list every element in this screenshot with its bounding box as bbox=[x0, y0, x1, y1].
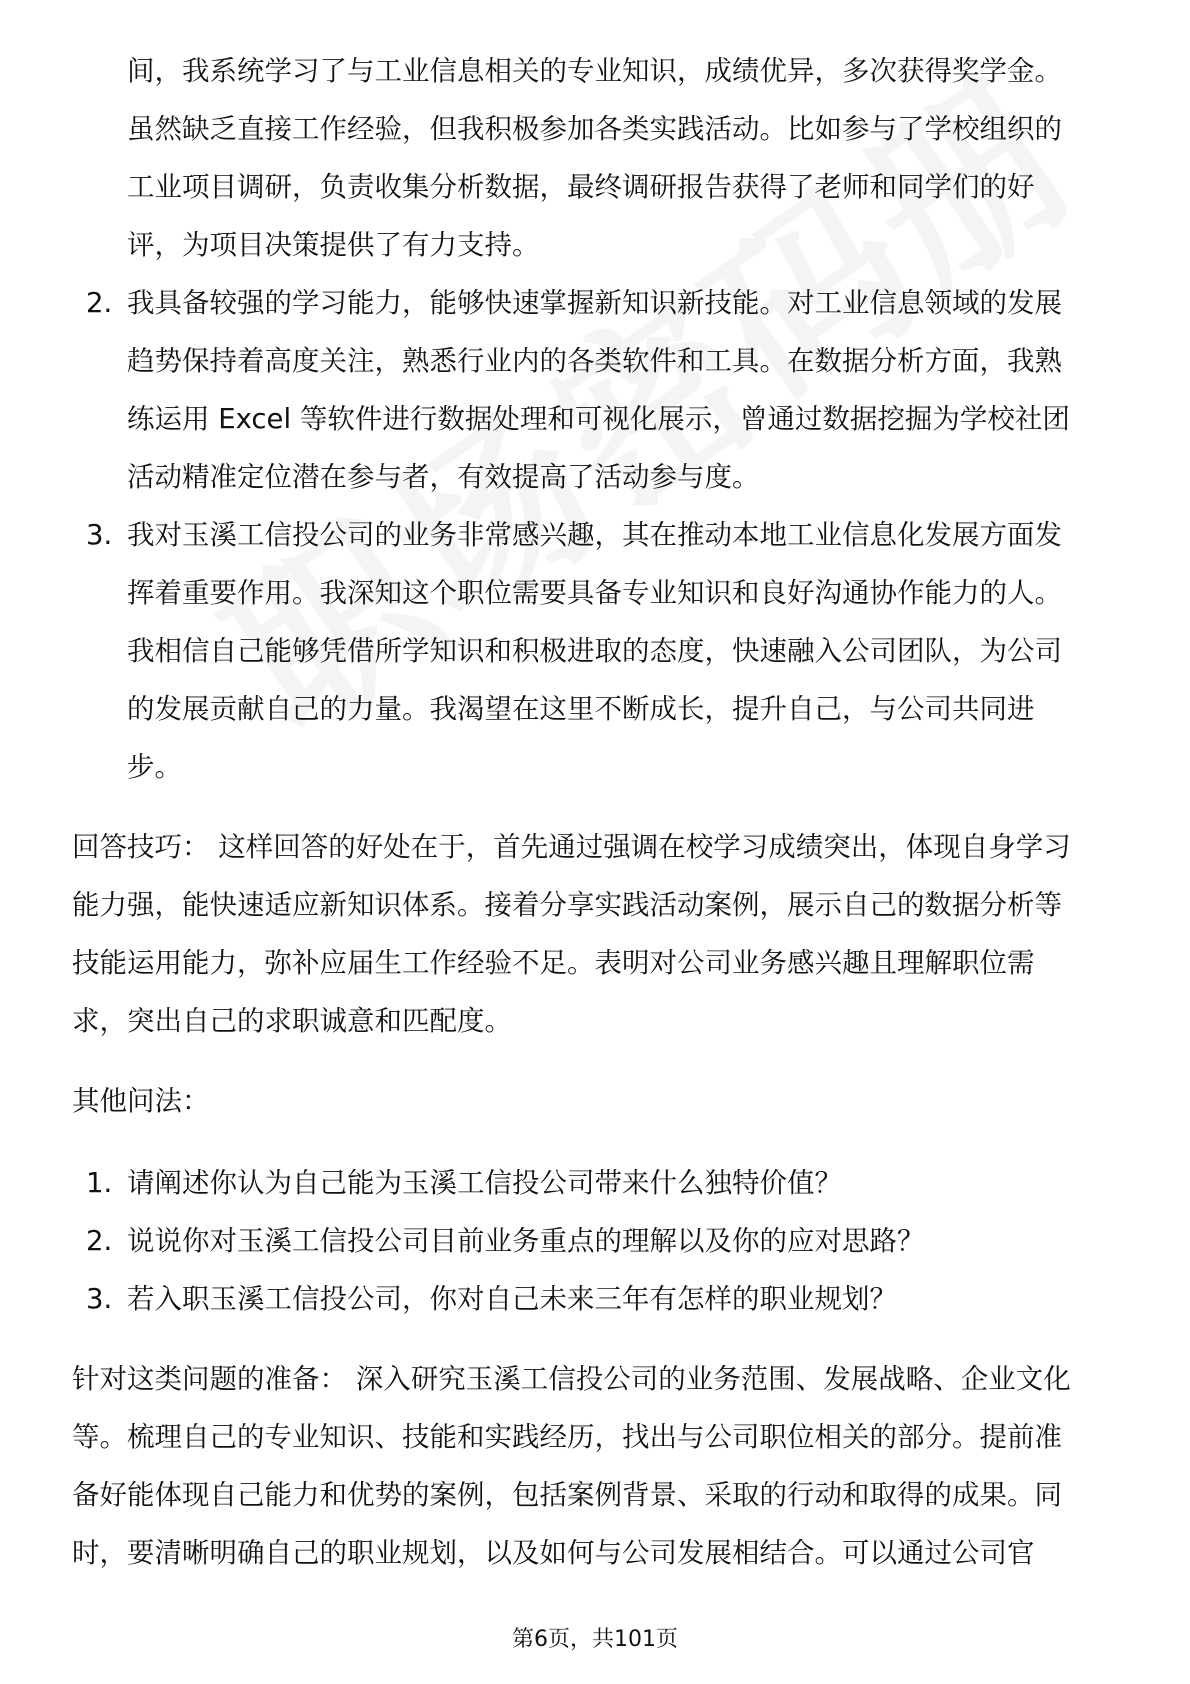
list-number: 1. bbox=[86, 1167, 113, 1199]
text-line: 说说你对玉溪工信投公司目前业务重点的理解以及你的应对思路？ bbox=[127, 1225, 925, 1257]
text-line: 时，要清晰明确自己的职业规划，以及如何与公司发展相结合。可以通过公司官 bbox=[72, 1537, 1035, 1569]
other-question-item bbox=[72, 1212, 1122, 1270]
answer-list-continued bbox=[72, 42, 1122, 796]
page-number: 第6页，共101页 bbox=[512, 1627, 678, 1652]
other-question-item bbox=[72, 1154, 1122, 1212]
answer-item-3 bbox=[72, 506, 1122, 796]
text-line: 针对这类问题的准备： 深入研究玉溪工信投公司的业务范围、发展战略、企业文化 bbox=[72, 1363, 1071, 1395]
text-line: 若入职玉溪工信投公司，你对自己未来三年有怎样的职业规划？ bbox=[127, 1283, 897, 1315]
spacer bbox=[72, 1050, 1122, 1072]
text-line: 的发展贡献自己的力量。我渴望在这里不断成长，提升自己，与公司共同进 bbox=[127, 693, 1035, 725]
other-question-item bbox=[72, 1270, 1122, 1328]
text-line: 请阐述你认为自己能为玉溪工信投公司带来什么独特价值？ bbox=[127, 1167, 842, 1199]
answer-tips-paragraph bbox=[72, 818, 1122, 1050]
text-line: 等。梳理自己的专业知识、技能和实践经历，找出与公司职位相关的部分。提前准 bbox=[72, 1421, 1062, 1453]
spacer bbox=[72, 796, 1122, 818]
text-line: 挥着重要作用。我深知这个职位需要具备专业知识和良好沟通协作能力的人。 bbox=[127, 577, 1062, 609]
text-line: 我相信自己能够凭借所学知识和积极进取的态度，快速融入公司团队，为公司 bbox=[127, 635, 1062, 667]
text-line: 趋势保持着高度关注，熟悉行业内的各类软件和工具。在数据分析方面，我熟 bbox=[127, 345, 1062, 377]
spacer bbox=[72, 1130, 1122, 1154]
list-number: 3. bbox=[86, 1283, 113, 1315]
text-line: 我具备较强的学习能力，能够快速掌握新知识新技能。对工业信息领域的发展 bbox=[127, 287, 1062, 319]
text-line: 求，突出自己的求职诚意和匹配度。 bbox=[72, 1005, 512, 1037]
text-line: 练运用 Excel 等软件进行数据处理和可视化展示，曾通过数据挖掘为学校社团 bbox=[127, 403, 1070, 435]
text-line: 虽然缺乏直接工作经验，但我积极参加各类实践活动。比如参与了学校组织的 bbox=[127, 113, 1062, 145]
text-line: 活动精准定位潜在参与者，有效提高了活动参与度。 bbox=[127, 461, 760, 493]
list-number: 2. bbox=[86, 287, 113, 319]
spacer bbox=[72, 1328, 1122, 1350]
text-line: 工业项目调研，负责收集分析数据，最终调研报告获得了老师和同学们的好 bbox=[127, 171, 1035, 203]
other-questions-list bbox=[72, 1154, 1122, 1328]
list-number: 3. bbox=[86, 519, 113, 551]
page-content bbox=[72, 42, 1122, 1582]
text-line: 回答技巧： 这样回答的好处在于，首先通过强调在校学习成绩突出，体现自身学习 bbox=[72, 831, 1071, 863]
other-questions-heading: 其他问法： bbox=[72, 1085, 210, 1117]
list-number: 2. bbox=[86, 1225, 113, 1257]
text-line: 步。 bbox=[127, 751, 182, 783]
text-line: 能力强，能快速适应新知识体系。接着分享实践活动案例，展示自己的数据分析等 bbox=[72, 889, 1062, 921]
answer-item-1-continued bbox=[72, 42, 1122, 274]
preparation-paragraph bbox=[72, 1350, 1122, 1582]
text-line: 技能运用能力，弥补应届生工作经验不足。表明对公司业务感兴趣且理解职位需 bbox=[72, 947, 1035, 979]
text-line: 评，为项目决策提供了有力支持。 bbox=[127, 229, 540, 261]
text-line: 我对玉溪工信投公司的业务非常感兴趣，其在推动本地工业信息化发展方面发 bbox=[127, 519, 1062, 551]
text-line: 备好能体现自己能力和优势的案例，包括案例背景、采取的行动和取得的成果。同 bbox=[72, 1479, 1062, 1511]
text-line: 间，我系统学习了与工业信息相关的专业知识，成绩优异，多次获得奖学金。 bbox=[127, 55, 1062, 87]
answer-item-2 bbox=[72, 274, 1122, 506]
